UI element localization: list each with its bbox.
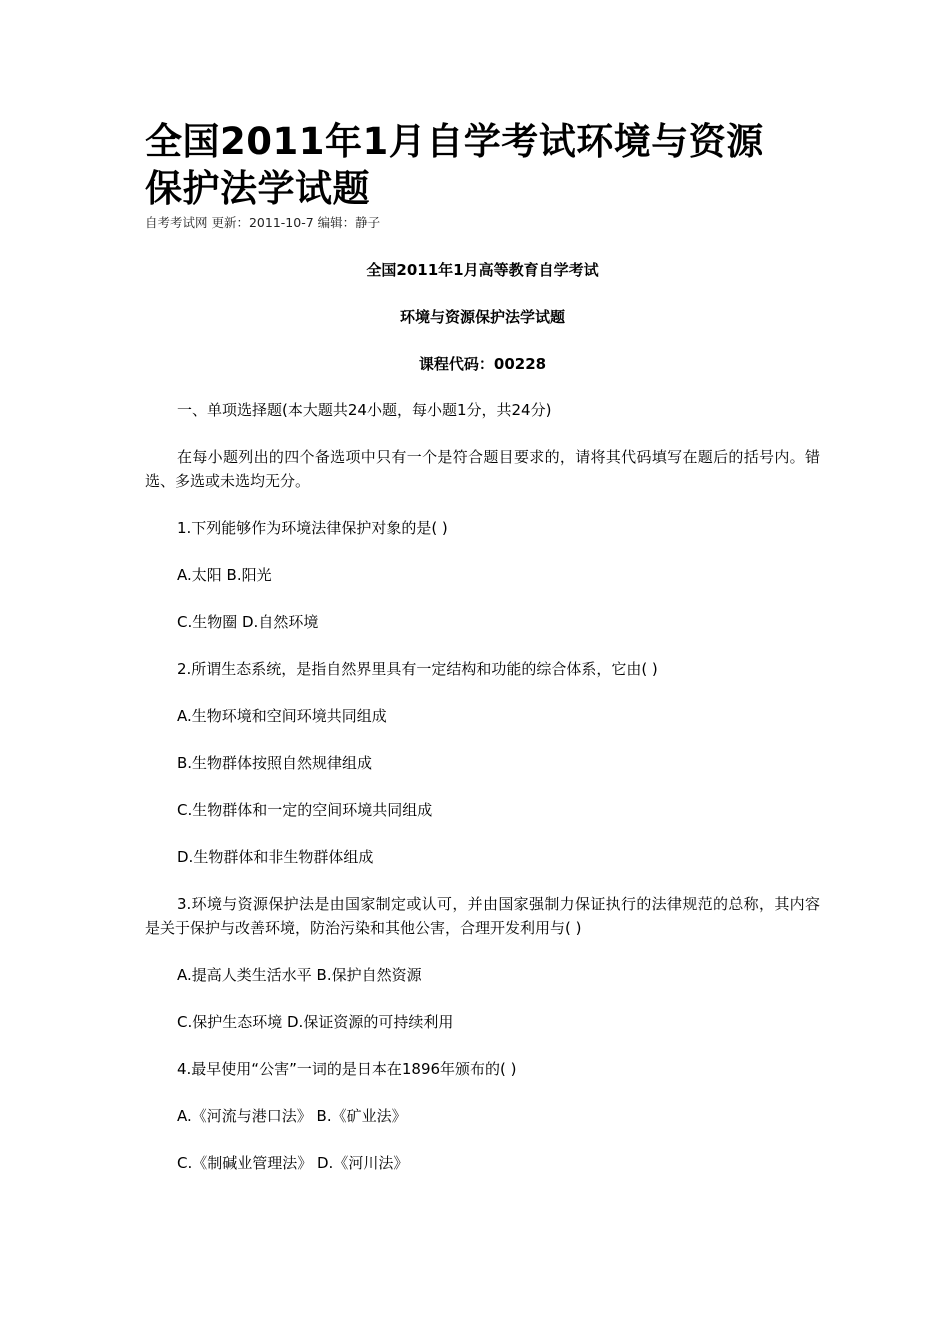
- question-option-line: C.生物群体和一定的空间环境共同组成: [177, 801, 433, 819]
- question-option-line: A.生物环境和空间环境共同组成: [177, 707, 387, 725]
- question-option-line: C.生物圈 D.自然环境: [177, 613, 319, 631]
- title-line-1: 全国2011年1月自学考试环境与资源: [145, 120, 764, 163]
- byline: 自考考试网 更新：2011-10-7 编辑：静子: [145, 215, 381, 230]
- document-page: [145, 118, 820, 1175]
- course-code-heading: 课程代码：00228: [418, 355, 547, 373]
- question-option-line: A.《河流与港口法》 B.《矿业法》: [177, 1107, 407, 1125]
- question-line: 2.所谓生态系统，是指自然界里具有一定结构和功能的综合体系，它由( ): [177, 660, 658, 678]
- question-line: 1.下列能够作为环境法律保护对象的是( ): [177, 519, 448, 537]
- question-option-line: A.提高人类生活水平 B.保护自然资源: [177, 966, 422, 984]
- page-title: [145, 118, 820, 212]
- title-line-2: 保护法学试题: [145, 167, 370, 210]
- instructions-paragraph: 在每小题列出的四个备选项中只有一个是符合题目要求的，请将其代码填写在题后的括号内。错选、多选或未选均无分。: [145, 448, 820, 490]
- question-option-line: A.太阳 B.阳光: [177, 566, 272, 584]
- question-option-line: C.保护生态环境 D.保证资源的可持续利用: [177, 1013, 454, 1031]
- question-line: 3.环境与资源保护法是由国家制定或认可，并由国家强制力保证执行的法律规范的总称，其内容是关于保护与改善环境，防治污染和其他公害，合理开发利用与( ): [145, 895, 820, 937]
- question-option-line: B.生物群体按照自然规律组成: [177, 754, 373, 772]
- question-option-line: C.《制碱业管理法》 D.《河川法》: [177, 1154, 409, 1172]
- exam-heading: 全国2011年1月高等教育自学考试: [366, 261, 599, 279]
- subject-heading: 环境与资源保护法学试题: [399, 308, 565, 326]
- question-option-line: D.生物群体和非生物群体组成: [177, 848, 374, 866]
- question-line: 4.最早使用“公害”一词的是日本在1896年颁布的( ): [177, 1060, 517, 1078]
- section-heading: 一、单项选择题(本大题共24小题，每小题1分，共24分): [177, 401, 552, 419]
